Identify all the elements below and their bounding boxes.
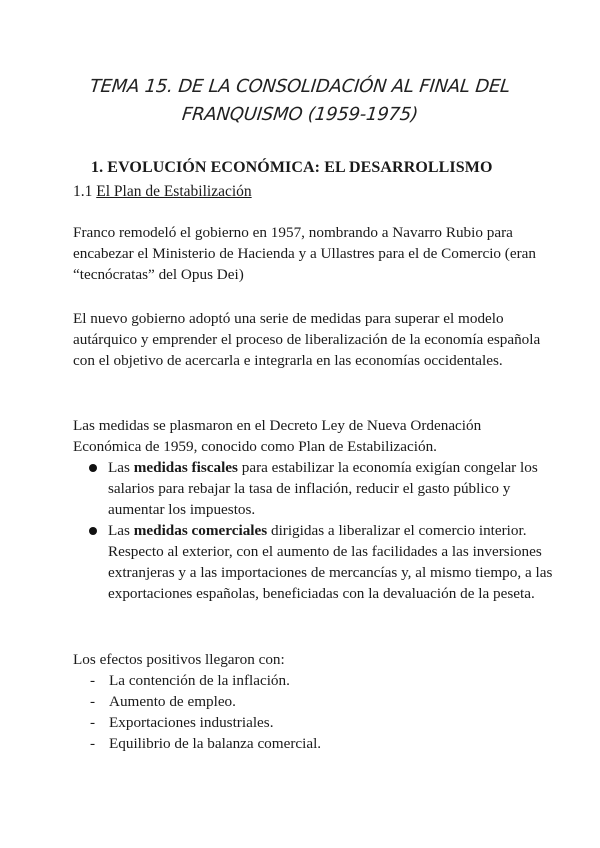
list-item bbox=[73, 691, 553, 712]
list-item bbox=[73, 670, 553, 691]
dash-marker: - bbox=[90, 672, 96, 689]
effect-text: Equilibrio de la balanza comercial. bbox=[109, 735, 322, 752]
bullet-prefix: Las bbox=[108, 459, 134, 476]
paragraph-1: Franco remodeló el gobierno en 1957, nombrando a Navarro Rubio para encabezar el Ministerio de Hacienda y a Ullastres para el de Comercio (eran “tecnócratas” del Opus Dei) bbox=[73, 224, 536, 283]
bullet-text: dirigidas a liberalizar el comercio interior. Respecto al exterior, con el aumento de las facilidades a las inversiones extranjeras y a las importaciones de mercancías y, al mismo tiempo, a las exportaciones españolas, beneficiadas con la devaluación de la peseta. bbox=[108, 522, 553, 602]
bullet-bold-term: medidas fiscales bbox=[133, 459, 238, 476]
effects-list bbox=[73, 670, 553, 754]
subsection-heading bbox=[73, 183, 252, 201]
effect-text: La contención de la inflación. bbox=[109, 672, 290, 689]
list-item bbox=[73, 520, 553, 604]
effects-intro: Los efectos positivos llegaron con: bbox=[73, 651, 285, 668]
subsection-title: El Plan de Estabilización bbox=[96, 183, 252, 200]
bullet-icon bbox=[89, 527, 97, 535]
list-item bbox=[73, 733, 553, 754]
bullet-icon bbox=[89, 464, 97, 472]
bullet-text: para estabilizar la economía exigían congelar los salarios para rebajar la tasa de inflación, reducir el gasto público y aumentar los impuestos. bbox=[108, 459, 538, 518]
document-title-line-2: FRANQUISMO (1959-1975) bbox=[180, 104, 420, 125]
section-heading: 1. EVOLUCIÓN ECONÓMICA: EL DESARROLLISMO bbox=[91, 159, 493, 176]
subsection-number: 1.1 bbox=[73, 183, 93, 200]
dash-marker: - bbox=[90, 735, 96, 752]
document-title-line-1: TEMA 15. DE LA CONSOLIDACIÓN AL FINAL DEL bbox=[88, 76, 512, 97]
dash-marker: - bbox=[90, 693, 96, 710]
bullet-bold-term: medidas comerciales bbox=[133, 522, 268, 539]
bullet-prefix: Las bbox=[108, 522, 134, 539]
list-item bbox=[73, 457, 553, 520]
dash-marker: - bbox=[90, 714, 96, 731]
effect-text: Aumento de empleo. bbox=[109, 693, 236, 710]
paragraph-2: El nuevo gobierno adoptó una serie de medidas para superar el modelo autárquico y emprender el proceso de liberalización de la economía española con el objetivo de acercarla e integrarla en las economías occidentales. bbox=[73, 310, 541, 369]
effect-text: Exportaciones industriales. bbox=[109, 714, 274, 731]
list-item bbox=[73, 712, 553, 733]
measures-list bbox=[73, 457, 553, 604]
paragraph-3: Las medidas se plasmaron en el Decreto Ley de Nueva Ordenación Económica de 1959, conocido como Plan de Estabilización. bbox=[73, 417, 482, 455]
